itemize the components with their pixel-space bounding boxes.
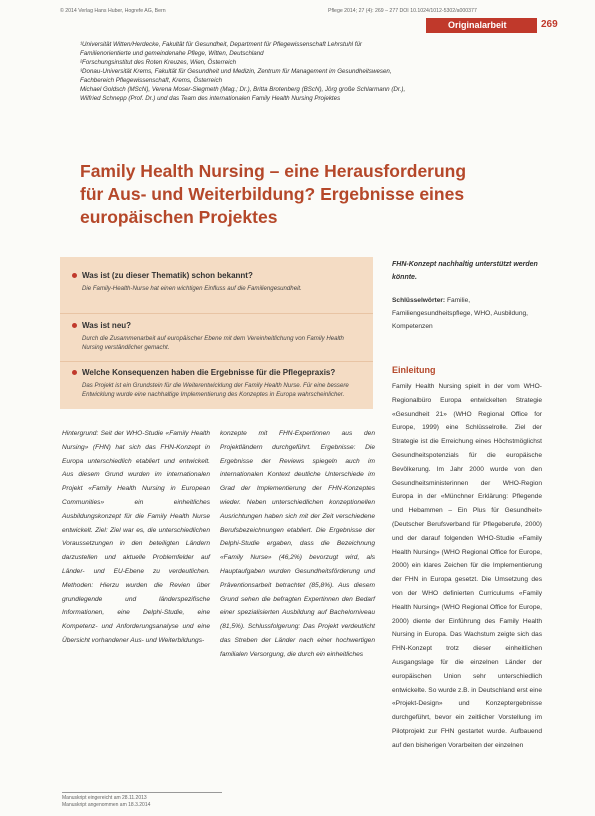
summary-question-text: Was ist neu? [82,321,132,330]
note-line: Manuskript angenommen am 18.3.2014 [62,801,151,808]
summary-answer: Das Projekt ist ein Grundstein für die Weiterentwicklung der Family Health Nurse. Für eine bessere Entwicklung wurde eine nachhaltige Implementierung des Konzeptes in Europa wahrscheinlicher. [82,382,349,398]
author-line: Wilfried Schnepp (Prof. Dr.) und das Team des internationalen Family Health Nursing Projektes [80,95,341,102]
affiliation-line: ³Donau-Universität Krems, Fakultät für Gesundheit und Medizin, Zentrum für Management im Gesundheitswesen, [80,68,392,75]
title-line: Family Health Nursing – eine Herausforderung [80,161,467,181]
keywords-text: Familie, Familiengesundheitspflege, WHO, Ausbildung, Kompetenzen [392,297,528,330]
article-type-badge: Originalarbeit [426,18,537,33]
citation-line: Pflege 2014; 27 (4): 269 – 277 DOI 10.1024/1012-5302/a000377 [328,8,477,14]
summary-question [72,271,253,280]
section-heading: Einleitung [392,365,436,375]
summary-question-text: Welche Konsequenzen haben die Ergebnisse für die Pflegepraxis? [82,368,336,377]
title-line: für Aus- und Weiterbildung? Ergebnisse eines [80,184,465,204]
body-column: Family Health Nursing spielt in der vom WHO-Regionalbüro Europa entwickelten Strategie «Gesundheit 21» (WHO Regional Office for Europe, 1999) eine Schlüsselrolle. Ziel der Strategie ist die Erreichung eines Höchstmöglichst Gesundheitspotenzials für die europäische Bevölkerung. Im Jahr 2000 wurde von den Gesundheitsministerinnen der WHO-Region Europa in der «Münchner Erklärung: Pflegende und Hebammen – Ein Plus für Gesundheit» (Deutscher Berufsverband für Pflegeberufe, 2000) und der darauf folgenden WHO-Studie «Family Health Nursing» (WHO Regional Office for Europe, 2000) ein klares Zeichen für die Implementierung der FHN in Europa gesetzt. Die Umsetzung des von der WHO definierten Curriculums «Family Health Nursing» (WHO Regional Office for Europe, 2000) diente der Einführung des Family Health Nursing in Europa. Das Wachstum zeigte sich das FHN-Konzept trotz dieser einheitlichen Ausgangslage für die einzelnen Länder der europäischen Union sehr unterschiedlich entwickelte. So wurde z.B. in Deutschland erst eine «Projekt-Design» und Konzeptergebnisse durchgeführt, bevor ein zeitlicher Vorstellung im Pilotprojekt zur FHN gestartet wurde. Aufbauend auf den bisherigen Vorarbeiten der einzelnen [392,383,542,749]
bullet-icon [72,323,77,328]
abstract-column-1: Hintergrund: Seit der WHO-Studie «Family Health Nursing» (FHN) hat sich das FHN-Konzept in Europa unterschiedlich etabliert und entwickelt. Aus diesem Grund wurden im internationalen Projekt «Family Health Nursing in European Communities» ein einheitliches Ausbildungskonzept für die Family Health Nurse entwickelt. Ziel: Ziel war es, die unterschiedlichen Voraussetzungen in den beteiligten Ländern darzustellen und aktuelle Problemfelder auf Länder- und EU-Ebene zu verdeutlichen. Methoden: Hierzu wurden die Revien über grundlegende und länderspezifische Informationen, eine Delphi-Studie, eine Kompetenz- und Anforderungsanalyse und eine Übersicht vorhandener Aus- und Weiterbildungs- [62,430,210,644]
author-line: Michael Goldsch (MScN), Verena Moser-Siegmeth (Mag.; Dr.), Britta Brotenberg (BScN), Jörg große Schlarmann (Dr.), [80,86,406,93]
summary-answer: Die Family-Health-Nurse hat einen wichtigen Einfluss auf die Familiengesundheit. [82,285,302,292]
copyright-line: © 2014 Verlag Hans Huber, Hogrefe AG, Bern [60,8,166,14]
abstract-column-2: konzepte mit FHN-Expertinnen aus den Projektländern durchgeführt. Ergebnisse: Die Ergebnisse der Reviews spiegeln auch im internationalen Kontext deutliche Unterschiede im Grad der Implementierung der FHN-Konzeptes wieder. Neben unterschiedlichen konzeptionellen Ausrichtungen haben sich mit der Zeit verschiedene Berufsbezeichnungen etabliert. Die Ergebnisse der Delphi-Studie ergaben, dass die Bezeichnung «Family Nurse» (46,2%) bevorzugt wird, als Hauptaufgaben wurden Gesundheitsförderung und Präventionsarbeit betrachtet (85,8%). Aus diesem Grund sehen die befragten Expertinnen den Bedarf einer spezialisierten Ausbildung auf Bachelorniveau (81,5%). Schlussfolgerung: Das Projekt verdeutlicht das Streben der Länder nach einer hochwertigen familialen Versorgung, die durch ein einheitliches [220,430,375,658]
affiliation-line: Fachbereich Pflegewissenschaft, Krems, Österreich [80,77,223,84]
divider [60,313,373,314]
article-title [80,160,550,229]
summary-question-text: Was ist (zu dieser Thematik) schon bekannt? [82,271,253,280]
keywords [392,294,542,333]
note-line: Manuskript eingereicht am 28.11.2013 [62,795,147,801]
title-line: europäischen Projektes [80,207,278,227]
bullet-icon [72,370,77,375]
bullet-icon [72,273,77,278]
summary-question [72,321,131,330]
summary-answer: Durch die Zusammenarbeit auf europäischer Ebene mit dem Vereinheitlichung von Family Health Nursing verständlicher gemacht. [82,335,344,351]
affiliation-line: ¹Universität Witten/Herdecke, Fakultät für Gesundheit, Department für Pflegewissenschaft Lehrstuhl für [80,41,362,48]
keywords-label: Schlüsselwörter: [392,297,446,304]
summary-box [60,257,373,409]
summary-question [72,368,335,377]
affiliation-line: ²Forschungsinstitut des Roten Kreuzes, Wien, Österreich [80,59,237,66]
manuscript-note [62,792,222,808]
affiliation-line: Familienorientierte und gemeindenahe Pflege, Witten, Deutschland [80,50,264,57]
affiliations [80,40,550,103]
abstract-end: FHN-Konzept nachhaltig unterstützt werden könnte. [392,261,538,281]
divider [60,361,373,362]
page-number: 269 [541,19,558,30]
